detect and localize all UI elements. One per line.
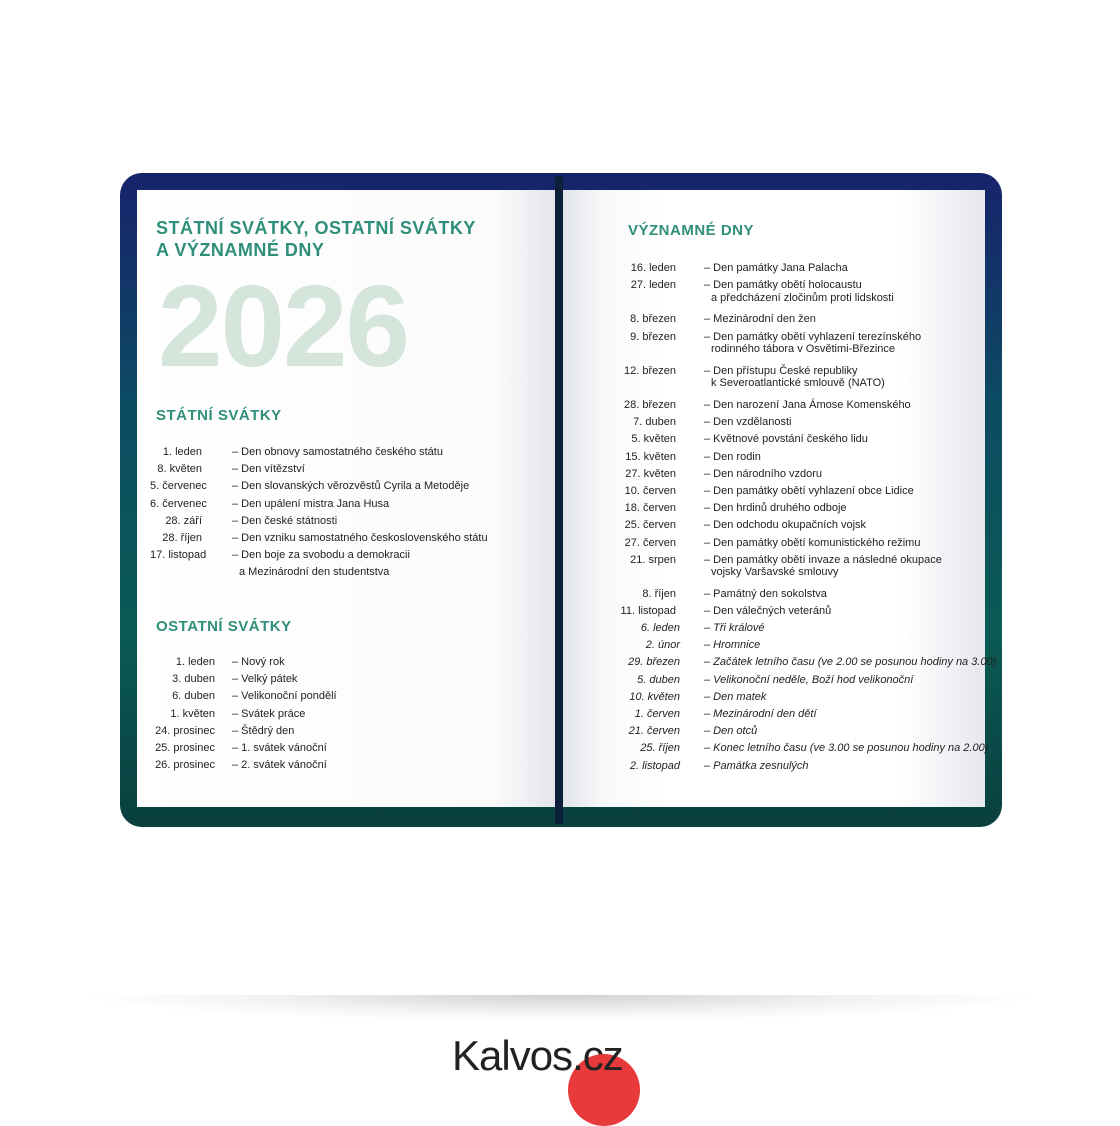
item-date: 27. červen	[624, 536, 676, 549]
item-description: – Den vzdělanosti	[704, 416, 792, 429]
page-title	[156, 217, 476, 261]
other-holidays-heading: OSTATNÍ SVÁTKY	[156, 618, 292, 635]
item-description: k Severoatlantické smlouvě (NATO)	[711, 377, 885, 390]
item-date: 8. březen	[630, 313, 676, 326]
item-description: – Den přístupu České republiky	[704, 364, 858, 377]
item-date: 3. duben	[172, 673, 215, 686]
item-description: – 2. svátek vánoční	[232, 759, 327, 772]
item-date: 25. prosinec	[155, 742, 215, 754]
item-date: 18. červen	[624, 502, 676, 515]
item-description: – Den matek	[704, 690, 767, 703]
item-description: – Den obnovy samostatného českého státu	[232, 446, 443, 458]
significant-days-heading: VÝZNAMNÉ DNY	[628, 222, 755, 239]
item-date: 15. květen	[625, 450, 676, 463]
item-description: – Mezinárodní den žen	[704, 313, 816, 326]
item-description: a předcházení zločinům proti lidskosti	[711, 291, 894, 304]
item-date: 9. březen	[630, 330, 676, 343]
item-date: 16. leden	[630, 262, 676, 274]
item-description: – Hromnice	[704, 639, 761, 652]
item-date: 7. duben	[633, 416, 676, 429]
item-description: – Den památky obětí vyhlazení obce Lidice	[704, 485, 914, 497]
item-date: 26. prosinec	[155, 759, 215, 772]
item-description: – Den narození Jana Ámose Komenského	[704, 399, 911, 411]
item-description: – Den rodin	[704, 450, 761, 463]
item-date: 6. leden	[640, 622, 680, 634]
logo-suffix: .cz	[572, 1032, 623, 1079]
item-date: 1. leden	[162, 446, 202, 458]
item-description: – Mezinárodní den dětí	[704, 708, 817, 720]
item-date: 28. říjen	[162, 532, 202, 544]
state-holidays-heading: STÁTNÍ SVÁTKY	[156, 407, 282, 424]
item-description: – Den slovanských věrozvěstů Cyrila a Metoděje	[232, 480, 470, 493]
item-date: 27. leden	[630, 279, 676, 292]
item-description: – Den památky obětí invaze a následné okupace	[704, 553, 942, 566]
item-date: 28. březen	[624, 399, 676, 411]
item-date: 10. květen	[629, 690, 680, 703]
item-date: 2. listopad	[629, 759, 680, 772]
item-description: – Památka zesnulých	[704, 759, 809, 772]
item-description: – 1. svátek vánoční	[232, 742, 327, 754]
item-date: 21. červen	[628, 725, 680, 738]
item-description: – Den památky obětí holocaustu	[704, 279, 862, 292]
page-title-line-2: A VÝZNAMNÉ DNY	[156, 240, 325, 260]
item-description: – Svátek práce	[232, 707, 306, 720]
item-description: – Památný den sokolstva	[704, 588, 827, 600]
item-date: 1. květen	[170, 707, 215, 720]
item-date: 28. září	[165, 514, 202, 527]
item-description: – Den upálení mistra Jana Husa	[232, 497, 390, 510]
item-date: 5. červenec	[150, 480, 207, 493]
item-date: 29. březen	[628, 656, 680, 669]
item-date: 2. únor	[645, 639, 680, 652]
item-date: 5. duben	[637, 673, 680, 686]
item-description: – Velký pátek	[232, 673, 298, 686]
item-description: – Konec letního času (ve 3.00 se posunou hodiny na 2.00)	[704, 742, 989, 755]
item-description: – Štědrý den	[232, 724, 295, 737]
kalvos-logo[interactable]	[452, 1032, 652, 1102]
item-description: – Den památky Jana Palacha	[704, 262, 848, 274]
item-date: 25. červen	[624, 519, 676, 532]
item-description: – Začátek letního času (ve 2.00 se posunou hodiny na 3.00)	[704, 656, 997, 669]
item-date: 17. listopad	[150, 549, 207, 562]
year-number: 2026	[158, 261, 409, 391]
item-description: – Velikonoční pondělí	[232, 690, 337, 703]
item-date: 6. duben	[172, 690, 215, 703]
item-date: 8. říjen	[642, 588, 676, 600]
item-description: – Den válečných veteránů	[704, 605, 832, 618]
item-date: 12. březen	[624, 364, 676, 377]
item-description: – Den hrdinů druhého odboje	[704, 502, 847, 515]
item-description: – Nový rok	[232, 656, 285, 668]
item-date: 21. srpen	[630, 553, 676, 566]
item-description: – Den české státnosti	[232, 514, 338, 527]
item-date: 24. prosinec	[155, 724, 215, 737]
item-description: a Mezinárodní den studentstva	[239, 566, 390, 579]
item-date: 11. listopad	[620, 605, 676, 618]
item-description: – Den odchodu okupačních vojsk	[704, 519, 867, 532]
item-date: 27. květen	[625, 467, 676, 480]
book-spine	[555, 176, 563, 824]
item-description: – Den národního vzdoru	[704, 467, 823, 480]
page-title-line-1: STÁTNÍ SVÁTKY, OSTATNÍ SVÁTKY	[156, 218, 476, 238]
footer-shadow	[90, 995, 1030, 1021]
item-description: – Květnové povstání českého lidu	[704, 433, 868, 446]
item-description: – Den vítězství	[232, 463, 305, 476]
item-date: 1. leden	[175, 656, 215, 668]
item-description: – Den boje za svobodu a demokracii	[232, 549, 410, 562]
logo-text	[452, 1032, 623, 1080]
item-description: rodinného tábora v Osvětimi-Březince	[711, 343, 896, 356]
item-date: 25. říjen	[640, 742, 680, 755]
item-description: – Den otců	[704, 725, 758, 738]
item-description: – Den památky obětí vyhlazení terezínského	[704, 330, 922, 343]
item-date: 1. červen	[634, 708, 680, 720]
item-date: 8. květen	[157, 463, 202, 476]
item-date: 10. červen	[624, 485, 676, 497]
item-description: – Tři králové	[704, 622, 765, 634]
item-date: 6. červenec	[150, 497, 207, 510]
item-description: vojsky Varšavské smlouvy	[711, 566, 839, 579]
logo-name: Kalvos	[452, 1032, 573, 1079]
item-description: – Velikonoční neděle, Boží hod velikonoční	[704, 673, 914, 686]
item-description: – Den vzniku samostatného československého státu	[232, 532, 488, 544]
item-description: – Den památky obětí komunistického režimu	[704, 536, 921, 549]
item-date: 5. květen	[631, 433, 676, 446]
